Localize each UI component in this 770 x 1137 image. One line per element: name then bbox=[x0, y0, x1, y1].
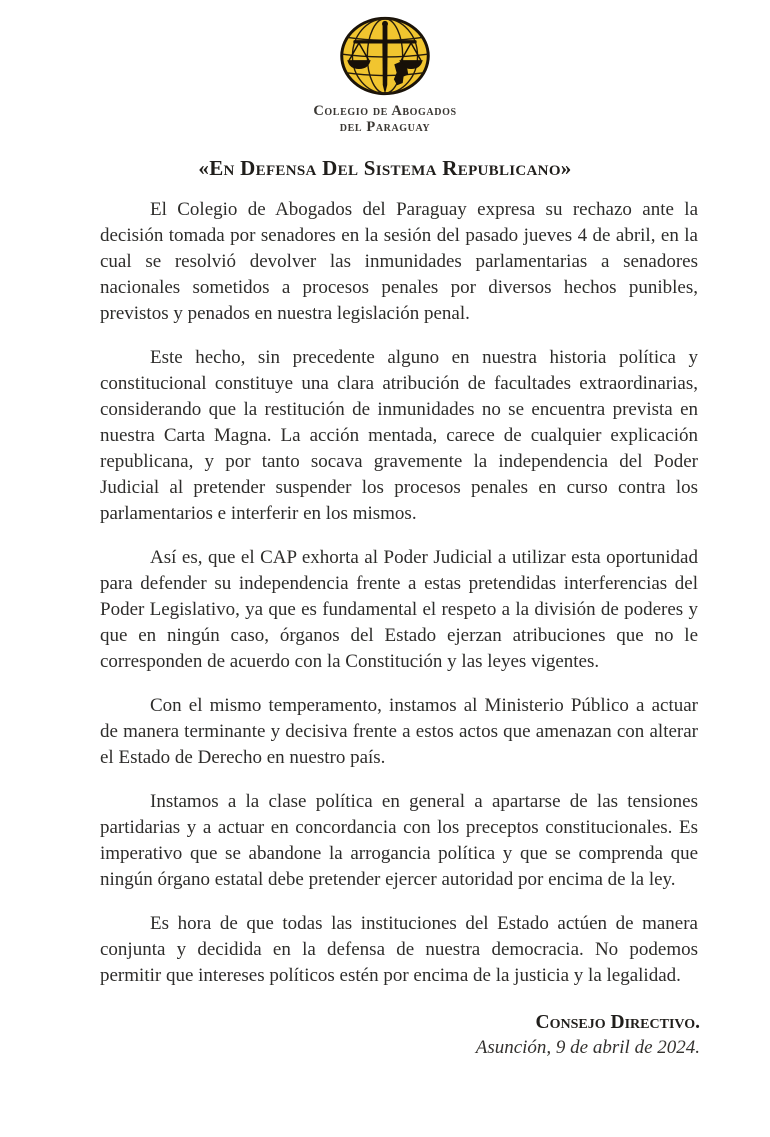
document-title: «En Defensa Del Sistema Republicano» bbox=[198, 156, 572, 181]
paragraph-5: Instamos a la clase política en general a apartarse de las tensiones partidarias y a actuar en concordancia con los preceptos constitucionales. Es imperativo que se abandone la arrogancia política y que se comprenda que ningún órgano estatal debe pretender ejercer autoridad por encima de la ley. bbox=[100, 791, 698, 891]
paragraph-3: Así es, que el CAP exhorta al Poder Judicial a utilizar esta oportunidad para defender su independencia frente a estas pretendidas interferencias del Poder Legislativo, ya que es fundamental el respeto a la división de poderes y que en ningún caso, órganos del Estado ejerzan atribuciones que no le corresponden de acuerdo con la Constitución y las leyes vigentes. bbox=[100, 547, 698, 673]
paragraph-2: Este hecho, sin precedente alguno en nuestra historia política y constitucional constituye una clara atribución de facultades extraordinarias, considerando que la restitución de inmunidades no se encuentra prevista en nuestra Carta Magna. La acción mentada, carece de cualquier explicación republicana, y por tanto socava gravemente la independencia del Poder Judicial al pretender suspender los procesos penales en curso contra los parlamentarios e interferir en los mismos. bbox=[100, 347, 698, 525]
paragraph-6: Es hora de que todas las instituciones del Estado actúen de manera conjunta y decidida en la defensa de nuestra democracia. No podemos permitir que intereses políticos estén por encima de la justicia y la legalidad. bbox=[100, 913, 698, 987]
org-name-line2: del Paraguay bbox=[339, 118, 431, 135]
org-name-line1: Colegio de Abogados bbox=[313, 103, 457, 119]
paragraph-1: El Colegio de Abogados del Paraguay expresa su rechazo ante la decisión tomada por senadores en la sesión del pasado jueves 4 de abril, en la cual se resolvió devolver las inmunidades parlamentarias a senadores nacionales sometidos a procesos penales por diversos hechos punibles, previstos y penados en nuestra legislación penal. bbox=[100, 199, 698, 325]
signature-block bbox=[0, 1011, 700, 1059]
document-body bbox=[100, 197, 698, 989]
colegio-abogados-logo bbox=[338, 16, 432, 96]
signer-name: Consejo Directivo. bbox=[535, 1012, 700, 1034]
place-and-date: Asunción, 9 de abril de 2024. bbox=[475, 1036, 700, 1058]
scales-of-justice-globe-icon bbox=[338, 16, 432, 96]
org-name bbox=[0, 104, 770, 135]
document-header bbox=[0, 16, 770, 135]
paragraph-4: Con el mismo temperamento, instamos al Ministerio Público a actuar de manera terminante y decisiva frente a estos actos que amenazan con alterar el Estado de Derecho en nuestro país. bbox=[100, 695, 698, 769]
